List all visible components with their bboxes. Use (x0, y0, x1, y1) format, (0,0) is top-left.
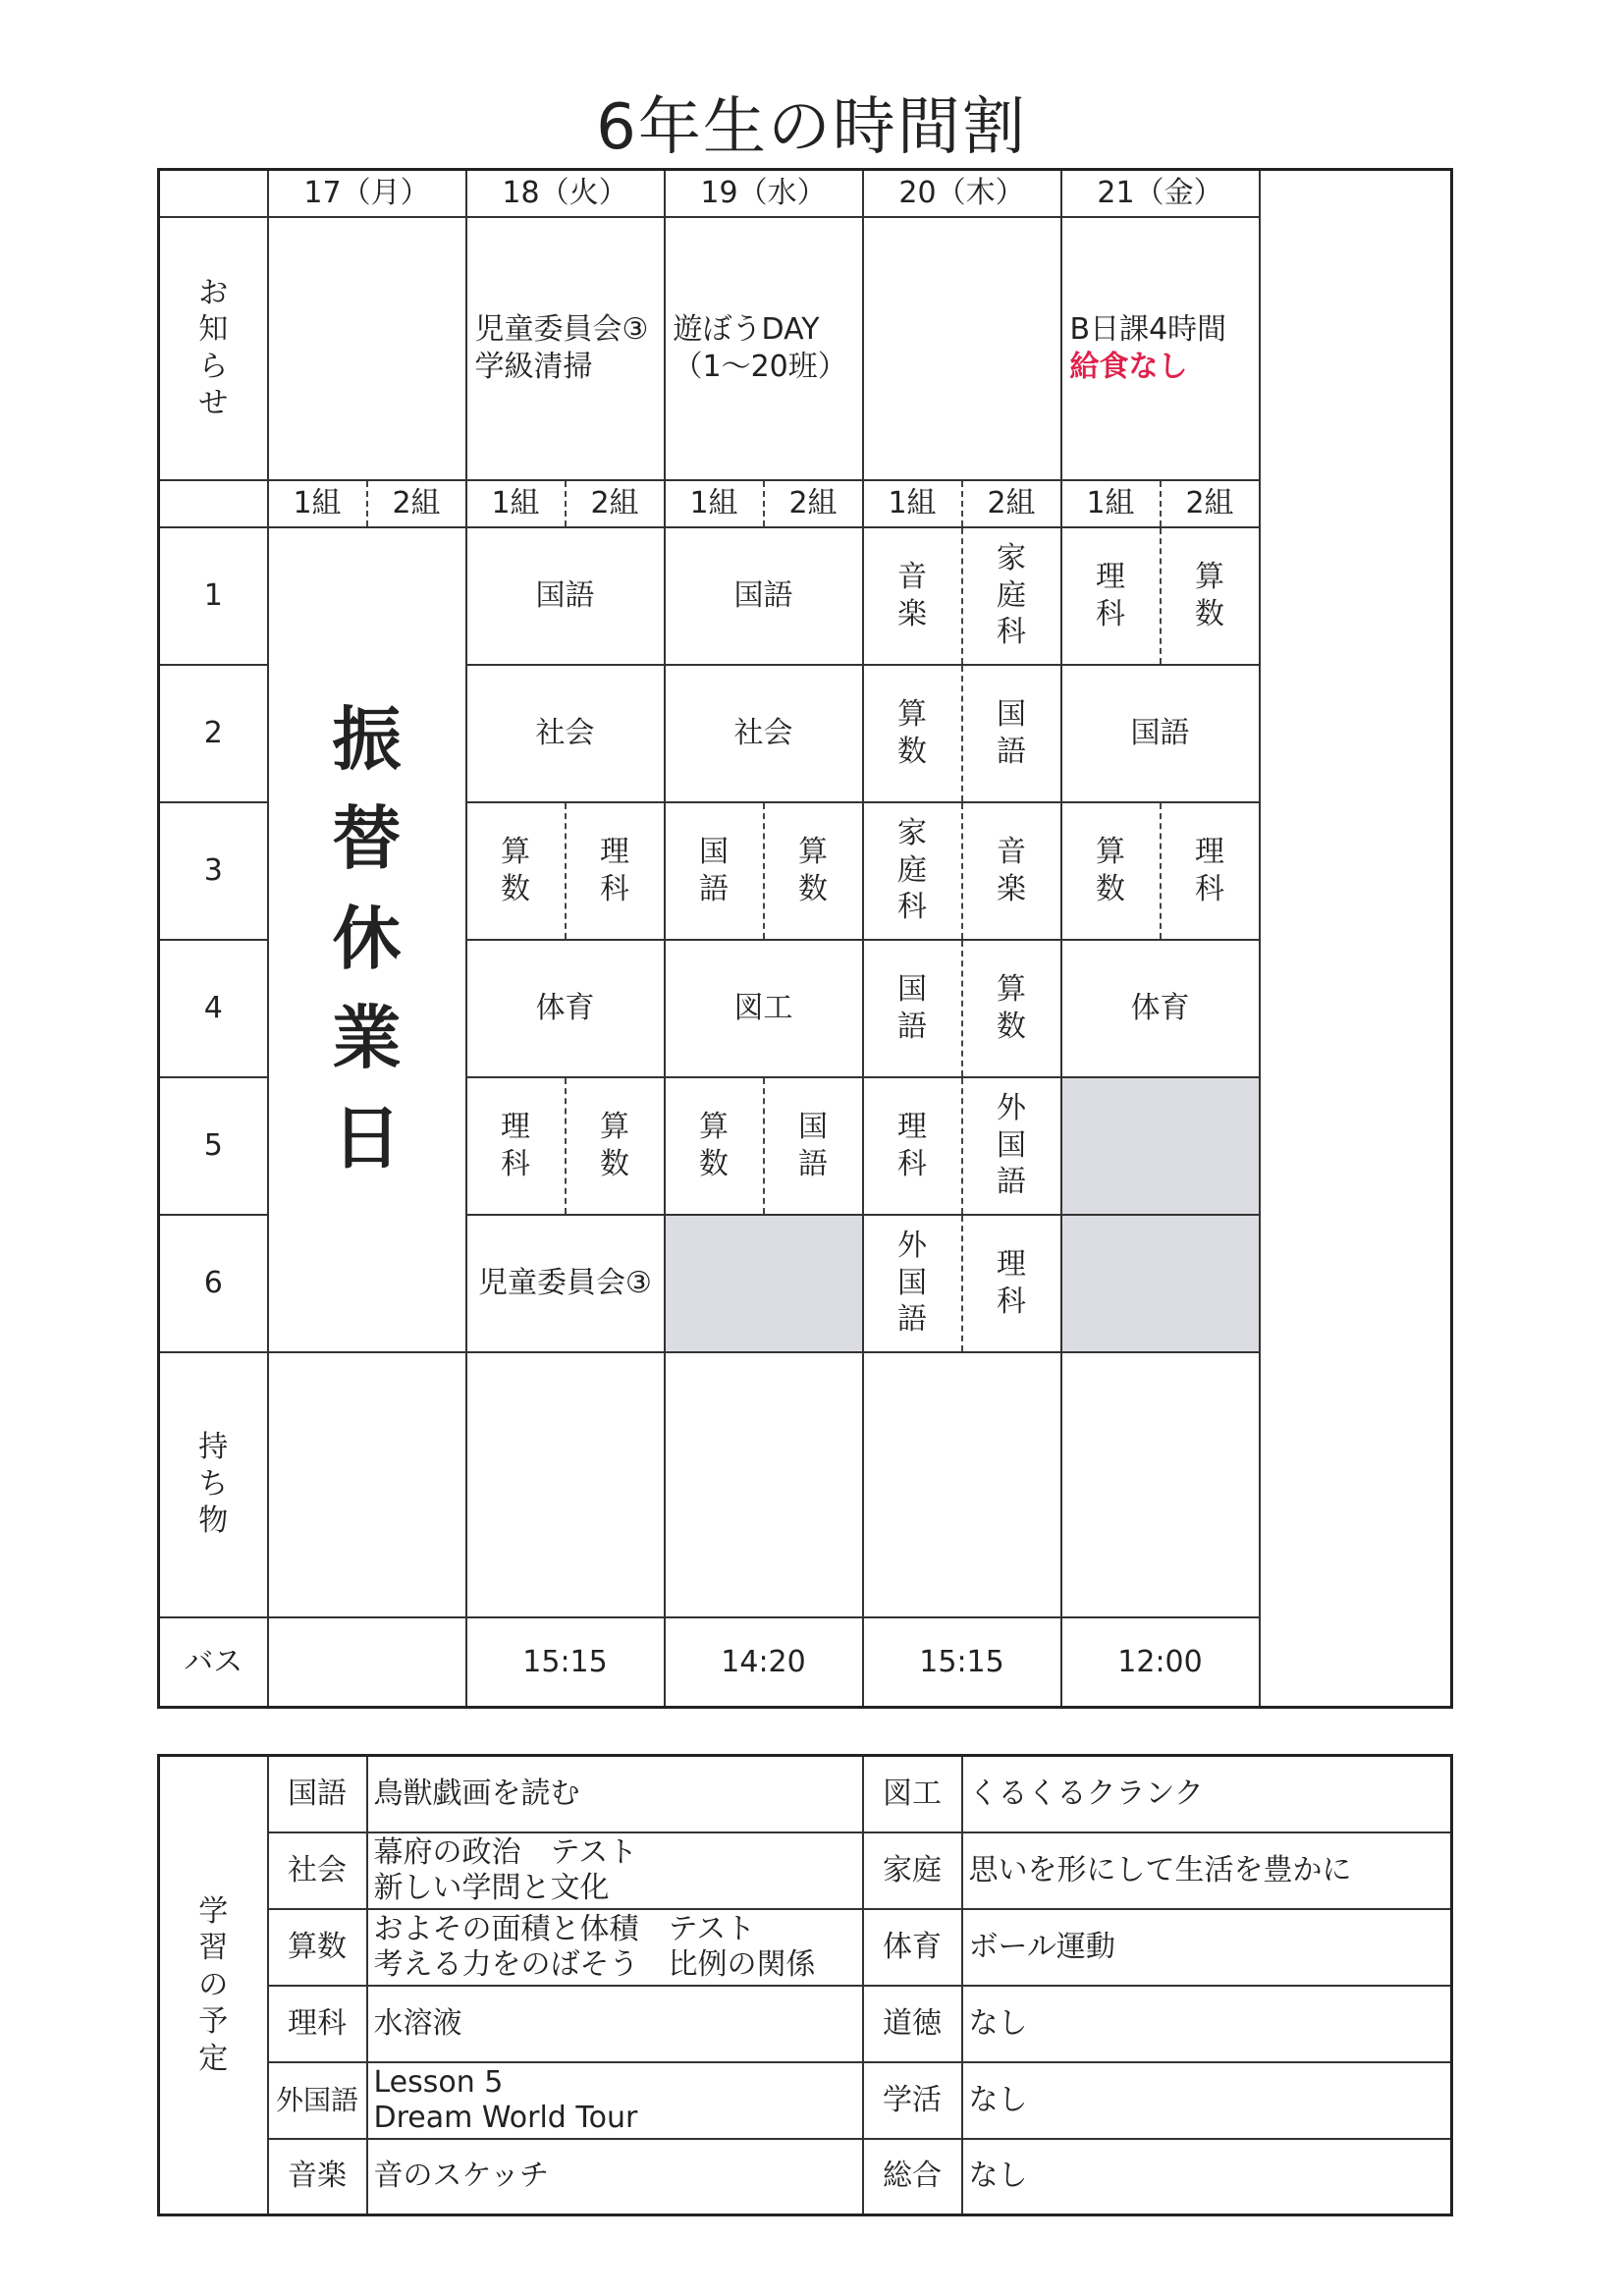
lesson-cell: 理科 (863, 1077, 962, 1215)
lesson-cell: 理科 (566, 802, 665, 940)
class-header-1: 1組 (863, 480, 962, 527)
lesson-cell: 家庭科 (962, 527, 1061, 665)
lesson-cell: 体育 (1061, 940, 1260, 1077)
plan-description: 音のスケッチ (367, 2139, 863, 2215)
plan-subject: 家庭 (863, 1832, 962, 1909)
lesson-cell: 音楽 (962, 802, 1061, 940)
lesson-cell: 国語 (764, 1077, 863, 1215)
class-header-blank (159, 480, 268, 527)
bus-time: 12:00 (1061, 1617, 1260, 1708)
lesson-cell: 家庭科 (863, 802, 962, 940)
notice-17 (268, 217, 466, 480)
plan-subject: 外国語 (268, 2062, 367, 2139)
lesson-cell: 理科 (466, 1077, 566, 1215)
lesson-cell: 外国語 (962, 1077, 1061, 1215)
lesson-cell: 理科 (962, 1215, 1061, 1352)
corner-cell (159, 170, 268, 217)
items-cell (1061, 1352, 1260, 1617)
lesson-cell: 児童委員会③ (466, 1215, 665, 1352)
notice-label: お知らせ (159, 217, 268, 480)
lesson-cell: 図工 (665, 940, 863, 1077)
lesson-cell: 算数 (665, 1077, 764, 1215)
lesson-cell: 国語 (1061, 665, 1260, 802)
bus-time: 14:20 (665, 1617, 863, 1708)
period-label: 2 (159, 665, 268, 802)
lesson-cell: 音楽 (863, 527, 962, 665)
right-margin-cell (1260, 170, 1452, 1708)
plan-description: 思いを形にして生活を豊かに (962, 1832, 1452, 1909)
lesson-cell: 国語 (665, 802, 764, 940)
lesson-cell: 算数 (1161, 527, 1260, 665)
plan-description: 幕府の政治 テスト 新しい学問と文化 (367, 1832, 863, 1909)
notice-18: 児童委員会③ 学級清掃 (466, 217, 665, 480)
plan-subject: 国語 (268, 1756, 367, 1832)
items-cell (466, 1352, 665, 1617)
class-header-2: 2組 (367, 480, 466, 527)
class-header-1: 1組 (1061, 480, 1161, 527)
bus-time: 15:15 (466, 1617, 665, 1708)
period-label: 4 (159, 940, 268, 1077)
day-header-18: 18（火） (466, 170, 665, 217)
period-label: 6 (159, 1215, 268, 1352)
day-header-19: 19（水） (665, 170, 863, 217)
class-header-1: 1組 (665, 480, 764, 527)
empty-cell (665, 1215, 863, 1352)
lesson-cell: 算数 (1061, 802, 1161, 940)
lesson-cell: 理科 (1161, 802, 1260, 940)
plan-description: Lesson 5 Dream World Tour (367, 2062, 863, 2139)
bus-label: バス (159, 1617, 268, 1708)
notice-19: 遊ぼうDAY （1～20班） (665, 217, 863, 480)
items-cell (665, 1352, 863, 1617)
holiday-cell: 振替休業日 (268, 527, 466, 1352)
lesson-cell: 社会 (665, 665, 863, 802)
plan-subject: 体育 (863, 1909, 962, 1986)
study-plan-table (157, 1754, 1453, 2216)
notice-21: B日課4時間 給食なし (1061, 217, 1260, 480)
class-header-2: 2組 (566, 480, 665, 527)
class-header-2: 2組 (1161, 480, 1260, 527)
page-title: 6年生の時間割 (596, 91, 1027, 164)
plan-subject: 学活 (863, 2062, 962, 2139)
plan-subject: 総合 (863, 2139, 962, 2215)
plan-description: なし (962, 2139, 1452, 2215)
class-header-2: 2組 (962, 480, 1061, 527)
plan-subject: 社会 (268, 1832, 367, 1909)
timetable (157, 168, 1453, 1709)
period-label: 1 (159, 527, 268, 665)
period-label: 3 (159, 802, 268, 940)
bus-time: 15:15 (863, 1617, 1061, 1708)
plan-description: ボール運動 (962, 1909, 1452, 1986)
lesson-cell: 国語 (962, 665, 1061, 802)
no-lunch-notice: 給食なし (1069, 349, 1188, 384)
lesson-cell: 国語 (863, 940, 962, 1077)
day-header-20: 20（木） (863, 170, 1061, 217)
plan-description: なし (962, 1986, 1452, 2062)
plan-description: なし (962, 2062, 1452, 2139)
lesson-cell: 算数 (466, 802, 566, 940)
lesson-cell: 理科 (1061, 527, 1161, 665)
plan-subject: 算数 (268, 1909, 367, 1986)
class-header-1: 1組 (466, 480, 566, 527)
period-label: 5 (159, 1077, 268, 1215)
items-label: 持ち物 (159, 1352, 268, 1617)
day-header-21: 21（金） (1061, 170, 1260, 217)
day-header-17: 17（月） (268, 170, 466, 217)
study-plan-label: 学習の予定 (159, 1756, 268, 2215)
lesson-cell: 外国語 (863, 1215, 962, 1352)
lesson-cell: 国語 (466, 527, 665, 665)
plan-subject: 図工 (863, 1756, 962, 1832)
lesson-cell: 算数 (863, 665, 962, 802)
lesson-cell: 国語 (665, 527, 863, 665)
lesson-cell: 算数 (962, 940, 1061, 1077)
plan-subject: 理科 (268, 1986, 367, 2062)
plan-description: 水溶液 (367, 1986, 863, 2062)
plan-subject: 音楽 (268, 2139, 367, 2215)
class-header-1: 1組 (268, 480, 367, 527)
lesson-cell: 算数 (764, 802, 863, 940)
empty-cell (1061, 1077, 1260, 1215)
bus-time (268, 1617, 466, 1708)
empty-cell (1061, 1215, 1260, 1352)
plan-description: およその面積と体積 テスト 考える力をのばそう 比例の関係 (367, 1909, 863, 1986)
lesson-cell: 体育 (466, 940, 665, 1077)
lesson-cell: 社会 (466, 665, 665, 802)
plan-description: くるくるクランク (962, 1756, 1452, 1832)
plan-description: 鳥獣戯画を読む (367, 1756, 863, 1832)
items-cell (268, 1352, 466, 1617)
lesson-cell: 算数 (566, 1077, 665, 1215)
plan-subject: 道徳 (863, 1986, 962, 2062)
items-cell (863, 1352, 1061, 1617)
class-header-2: 2組 (764, 480, 863, 527)
notice-20 (863, 217, 1061, 480)
